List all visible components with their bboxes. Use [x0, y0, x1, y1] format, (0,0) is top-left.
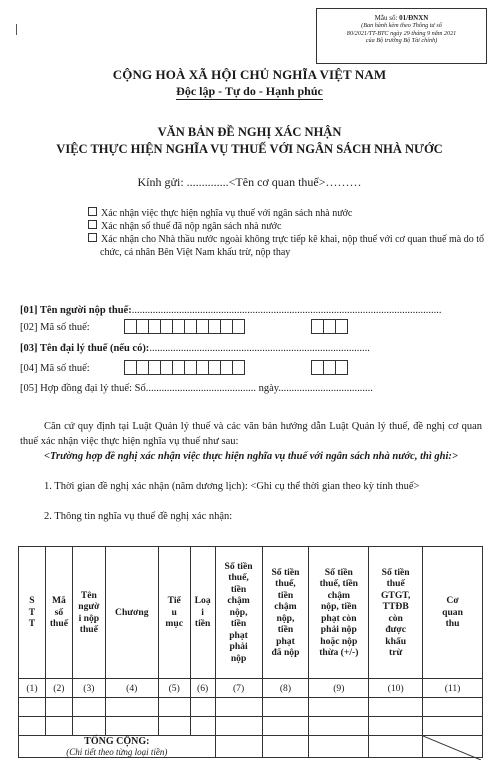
agent-name-label: [03] Tên đại lý thuế (nếu có):: [20, 343, 150, 354]
column-header-text: Số tiền thuế, tiền chậm nộp, tiền phạt còn phải nộp hoặc nộp thừa (+/-): [319, 566, 359, 658]
document-subtitle: VIỆC THỰC HIỆN NGHĨA VỤ THUẾ VỚI NGÂN SÁCH NHÀ NƯỚC: [56, 142, 443, 156]
taxpayer-name-field[interactable]: [20, 305, 441, 316]
column-number: (8): [262, 679, 309, 698]
column-header-text: Số tiền thuế, tiền chậm nộp, tiền phạt phải nộp: [224, 560, 253, 664]
contract-label: [05] Hợp đồng đại lý thuế: Số: [20, 383, 146, 394]
checkbox[interactable]: [88, 220, 97, 229]
taxpayer-name-fill: ......................................................................................................................: [131, 305, 442, 316]
column-header: [369, 547, 423, 679]
column-number: (11): [423, 679, 483, 698]
total-label: TỔNG CỘNG:: [84, 736, 150, 747]
column-number: (5): [158, 679, 190, 698]
table-row[interactable]: [19, 717, 483, 736]
motto-text: Độc lập - Tự do - Hạnh phúc: [176, 84, 323, 98]
item-obligation-info: 2. Thông tin nghĩa vụ thuế đề nghị xác nhận:: [44, 511, 233, 522]
column-header-text: Cơ quan thu: [442, 595, 463, 630]
checkbox[interactable]: [88, 233, 97, 242]
column-number: (3): [72, 679, 105, 698]
column-header-text: Tiể u mục: [165, 595, 183, 630]
column-header-text: S T T: [28, 595, 36, 630]
motto-heading: [0, 84, 499, 99]
recipient-label: Kính gửi:: [137, 175, 187, 189]
column-header: [105, 547, 158, 679]
item-period: 1. Thời gian đề nghị xác nhận (năm dương lịch): <Ghi cụ thể thời gian theo kỳ tính thuế>: [44, 481, 420, 492]
tax-code-label-2: [04] Mã số thuế:: [20, 363, 90, 374]
diagonal-line: [423, 736, 481, 760]
agent-name-fill: ....................................................................................: [149, 343, 370, 354]
column-header-text: Số tiền thuế, tiền chậm nộp, tiền phạt đã nộp: [271, 566, 300, 658]
case-note: <Trường hợp đề nghị xác nhận việc thực hiện nghĩa vụ thuế với ngân sách nhà nước, thì ghi:>: [44, 451, 458, 462]
column-number: (6): [190, 679, 215, 698]
column-header: [72, 547, 105, 679]
recipient-value[interactable]: ..............<Tên cơ quan thuế>………: [186, 175, 362, 189]
form-note-line: của Bộ trưởng Bộ Tài chính): [365, 36, 438, 44]
column-header: [19, 547, 46, 679]
total-label-cell: [19, 736, 216, 758]
total-note: (Chi tiết theo từng loại tiền): [66, 747, 168, 757]
column-header: [262, 547, 309, 679]
column-header: [45, 547, 72, 679]
contract-fill: .......................................... ngày: [145, 383, 279, 394]
tax-code-cells-1[interactable]: [124, 319, 244, 334]
column-header: [309, 547, 369, 679]
column-header-text: Chương: [115, 606, 149, 618]
column-number: (4): [105, 679, 158, 698]
form-note-line: 80/2021/TT-BTC ngày 29 tháng 9 năm 2021: [346, 29, 457, 37]
column-header-text: Số tiền thuế GTGT, TTĐB còn được khấu trừ: [380, 566, 411, 658]
checkbox[interactable]: [88, 207, 97, 216]
agent-name-field[interactable]: [20, 343, 370, 354]
form-code-value: 01/ĐNXN: [399, 14, 429, 22]
intro-paragraph: Căn cứ quy định tại Luật Quản lý thuế và các văn bản hướng dẫn Luật Quản lý thuế, đề nghị cơ quan thuế xác nhận việc thực hiện nghĩa vụ thuế như sau:: [20, 421, 482, 447]
tax-obligation-table: [18, 546, 483, 758]
contract-field[interactable]: [20, 383, 373, 394]
tax-code-branch-cells-1[interactable]: [311, 319, 347, 334]
option-label: Xác nhận việc thực hiện nghĩa vụ thuế với ngân sách nhà nước: [101, 208, 353, 219]
form-code-box: [316, 8, 487, 64]
column-number: (9): [309, 679, 369, 698]
table-row[interactable]: [19, 698, 483, 717]
option-confirm-contractor[interactable]: [88, 233, 496, 259]
table-header-row: [19, 547, 483, 679]
column-header-text: Tên ngườ i nộp thuế: [78, 589, 100, 635]
column-header: [423, 547, 483, 679]
tax-code-cells-2[interactable]: [124, 360, 244, 375]
form-note-line: (Ban hành kèm theo Thông tư số: [361, 22, 442, 30]
column-header: [190, 547, 215, 679]
recipient-line: [0, 175, 499, 190]
tax-code-branch-cells-2[interactable]: [311, 360, 347, 375]
document-title: VĂN BẢN ĐỀ NGHỊ XÁC NHẬN: [157, 125, 342, 139]
column-header-text: Loạ i tiền: [194, 595, 211, 630]
form-code-label: Mẫu số:: [374, 14, 400, 22]
column-number: (10): [369, 679, 423, 698]
option-label: Xác nhận số thuế đã nộp ngân sách nhà nước: [101, 221, 282, 232]
taxpayer-name-label: [01] Tên người nộp thuế:: [20, 305, 132, 316]
option-confirm-paid[interactable]: [88, 220, 484, 234]
column-header: [215, 547, 262, 679]
column-header: [158, 547, 190, 679]
table-number-row: [19, 679, 483, 698]
tax-code-label-1: [02] Mã số thuế:: [20, 322, 90, 333]
column-number: (1): [19, 679, 46, 698]
contract-end: ....................................: [278, 383, 373, 394]
option-label: Xác nhận cho Nhà thầu nước ngoài không trực tiếp kê khai, nộp thuế với cơ quan thuế mà do tổ chức, cá nhân Bên Việt Nam khấu trừ, nộp thay: [100, 234, 484, 258]
nation-heading: CỘNG HOÀ XÃ HỘI CHỦ NGHĨA VIỆT NAM: [112, 67, 387, 82]
option-confirm-obligation[interactable]: [88, 207, 484, 221]
column-number: (7): [215, 679, 262, 698]
column-header-text: Mã số thuế: [49, 595, 68, 630]
total-empty-cell: [423, 736, 483, 758]
column-number: (2): [45, 679, 72, 698]
table-total-row: [19, 736, 483, 758]
text-cursor: [16, 24, 17, 35]
